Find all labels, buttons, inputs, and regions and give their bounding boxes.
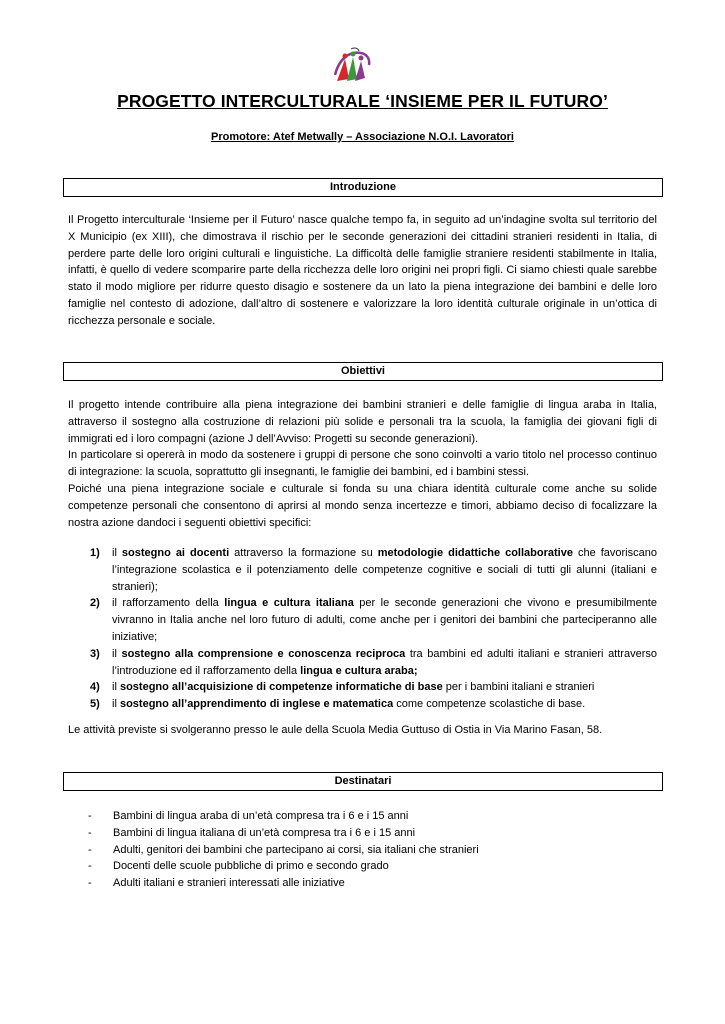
objective-bold: sostegno ai docenti <box>121 547 230 559</box>
dash-bullet: - <box>88 843 92 856</box>
objective-number: 1) <box>90 547 100 559</box>
recipient-item <box>88 825 648 842</box>
objective-item <box>68 595 657 645</box>
association-logo <box>331 45 373 87</box>
dash-bullet: - <box>88 877 92 890</box>
venue-text: Le attività previste si svolgeranno presso le aule della Scuola Media Guttuso di Ostia in Via Marino Fasan, 58. <box>68 724 603 736</box>
recipient-text: Adulti, genitori dei bambini che partecipano ai corsi, sia italiani che stranieri <box>113 843 479 856</box>
objectives-intro <box>68 397 657 531</box>
intro-text: Il Progetto interculturale ‘Insieme per il Futuro’ nasce qualche tempo fa, in seguito ad un’indagine svolta sul territorio del X Municipio (ex XIII), che dimostrava il rischio per le seconde generazioni dei cittadini stranieri residenti in Italia, di perdere parte delle loro origini culturali e linguistiche. La difficoltà delle famiglie straniere residenti stabilmente in Italia, infatti, è quello di vedere scomparire parte della ricchezza delle loro origini nei propri figli. Ci siamo chiesti quale sarebbe stato il modo migliore per ridurre questo disagio e sostenere da un lato la piena integrazione dei bambini e delle loro famiglie nel contesto di adozione, dall’altro di sostenere e valorizzare la loro identità culturale originale in un’ottica di ricchezza personale e sociale. <box>68 214 657 327</box>
objective-bold: sostegno all’acquisizione di competenze informatiche di base <box>119 681 443 694</box>
objective-number: 3) <box>90 647 100 660</box>
dash-bullet: - <box>88 810 92 822</box>
dash-bullet: - <box>88 826 92 839</box>
objective-text: il <box>112 647 122 660</box>
recipient-item <box>88 842 648 859</box>
recipient-text: Adulti italiani e stranieri interessati alle iniziative <box>113 877 345 890</box>
objective-bold: sostegno all’apprendimento di inglese e matematica <box>119 698 394 711</box>
objective-item <box>68 696 657 713</box>
objective-text: il <box>112 547 122 559</box>
objective-text: che favoriscano l’integrazione scolastica e il potenziamento delle competenze cognitive e sociali di tutti gli alunni (italiani e stranieri); <box>112 547 657 593</box>
objective-item <box>68 646 657 680</box>
objectives-paragraph-2: In particolare si opererà in modo da sostenere i gruppi di persone che sono coinvolti a vario titolo nel processo continuo di integrazione: la scuola, soprattutto gli insegnanti, le famiglie dei bambini, ed i bambini stessi. <box>68 449 657 479</box>
objective-number: 2) <box>90 597 100 610</box>
recipient-item <box>88 808 648 825</box>
recipient-text: Docenti delle scuole pubbliche di primo e secondo grado <box>113 860 389 873</box>
objective-bold: metodologie didattiche collaborative <box>377 547 573 559</box>
document-title: PROGETTO INTERCULTURALE ‘INSIEME PER IL FUTURO’ <box>117 91 608 111</box>
objective-number: 5) <box>90 698 100 711</box>
recipients-list <box>88 808 648 892</box>
recipient-item <box>88 858 648 875</box>
objective-text: come competenze scolastiche di base. <box>393 698 586 711</box>
dash-bullet: - <box>88 860 92 873</box>
objective-text: tra bambini ed adulti italiani e stranieri attraverso l’introduzione ed il rafforzamento della <box>112 647 657 677</box>
objective-text: il rafforzamento della <box>112 597 225 610</box>
section-heading-destinatari: Destinatari <box>63 772 663 791</box>
intro-paragraph <box>68 212 657 330</box>
objective-text: il <box>112 698 120 711</box>
objectives-list <box>68 545 657 713</box>
objective-bold: lingua e cultura araba; <box>300 664 418 677</box>
objective-bold: sostegno alla comprensione e conoscenza reciproca <box>121 647 406 660</box>
objective-bold: lingua e cultura italiana <box>224 597 354 610</box>
objectives-paragraph-1: Il progetto intende contribuire alla piena integrazione dei bambini stranieri e delle famiglie di lingua araba in Italia, attraverso il sostegno alla costruzione di relazioni più solide e personali tra la scuola, la famiglia dei giovani figli di immigrati ed i loro compagni (azione J dell’Avviso: Progetti su seconde generazioni). <box>68 399 657 445</box>
objectives-paragraph-3: Poiché una piena integrazione sociale e culturale si fonda su una chiara identità culturale come anche su solide competenze personali che consentono di aprirsi al mondo senza incertezze e timori, abbiamo deciso di focalizzare la nostra azione dandoci i seguenti obiettivi specifici: <box>68 482 657 529</box>
section-heading-obiettivi: Obiettivi <box>63 362 663 381</box>
objective-item <box>68 679 657 696</box>
recipient-text: Bambini di lingua italiana di un’età compresa tra i 6 e i 15 anni <box>113 826 416 839</box>
objective-text: il <box>112 681 120 694</box>
objective-text: per i bambini italiani e stranieri <box>442 681 595 694</box>
recipient-text: Bambini di lingua araba di un’età compresa tra i 6 e i 15 anni <box>113 810 409 822</box>
objective-text: attraverso la formazione su <box>229 547 378 559</box>
objective-item <box>68 545 657 595</box>
objective-number: 4) <box>90 681 100 694</box>
venue-paragraph <box>68 722 657 739</box>
objective-text: per le seconde generazioni che vivono e presumibilmente vivranno in Italia anche nel loro futuro di adulti, come anche per i genitori dei bambini che parteciperanno alle iniziative; <box>112 597 657 643</box>
recipient-item <box>88 875 648 892</box>
section-heading-introduzione: Introduzione <box>63 178 663 197</box>
promoter-line: Promotore: Atef Metwally – Associazione N.O.I. Lavoratori <box>211 131 514 143</box>
